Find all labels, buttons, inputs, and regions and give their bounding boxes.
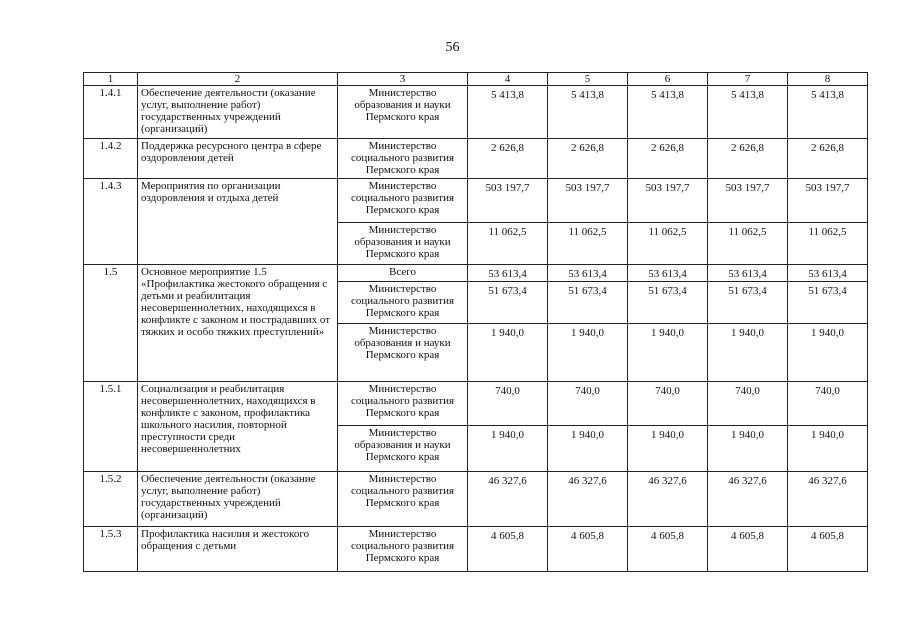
- row-value: 1 940,0: [468, 324, 548, 382]
- row-value: 53 613,4: [788, 265, 868, 282]
- row-value: 46 327,6: [628, 472, 708, 527]
- row-executor: Министерство образования и науки Пермского края: [338, 324, 468, 382]
- row-code: 1.5: [84, 265, 138, 382]
- row-executor: Министерство образования и науки Пермского края: [338, 426, 468, 472]
- table-row: [84, 382, 868, 426]
- page-number: 56: [445, 40, 460, 55]
- row-value: 503 197,7: [788, 179, 868, 223]
- header-cell: 5: [548, 73, 628, 86]
- row-name: Мероприятия по организации оздоровления и отдыха детей: [138, 179, 338, 265]
- row-value: 4 605,8: [468, 527, 548, 572]
- table-row: [84, 179, 868, 223]
- row-value: 46 327,6: [788, 472, 868, 527]
- row-value: 1 940,0: [628, 324, 708, 382]
- row-value: 740,0: [628, 382, 708, 426]
- row-value: 4 605,8: [628, 527, 708, 572]
- row-executor: Министерство социального развития Пермского края: [338, 282, 468, 324]
- row-value: 5 413,8: [708, 86, 788, 139]
- row-value: 51 673,4: [468, 282, 548, 324]
- row-value: 46 327,6: [468, 472, 548, 527]
- row-value: 11 062,5: [628, 223, 708, 265]
- row-value: 51 673,4: [788, 282, 868, 324]
- row-value: 2 626,8: [708, 139, 788, 179]
- row-value: 46 327,6: [548, 472, 628, 527]
- row-value: 1 940,0: [788, 426, 868, 472]
- row-value: 51 673,4: [708, 282, 788, 324]
- row-value: 51 673,4: [548, 282, 628, 324]
- row-value: 53 613,4: [708, 265, 788, 282]
- row-code: 1.5.3: [84, 527, 138, 572]
- row-value: 1 940,0: [708, 324, 788, 382]
- row-value: 1 940,0: [788, 324, 868, 382]
- header-cell: 3: [338, 73, 468, 86]
- table-row: [84, 472, 868, 527]
- row-executor: Министерство образования и науки Пермского края: [338, 223, 468, 265]
- row-value: 2 626,8: [468, 139, 548, 179]
- row-value: 51 673,4: [628, 282, 708, 324]
- row-executor: Министерство социального развития Пермского края: [338, 527, 468, 572]
- row-code: 1.5.2: [84, 472, 138, 527]
- table-row: [84, 139, 868, 179]
- row-value: 11 062,5: [788, 223, 868, 265]
- row-name: Социализация и реабилитация несовершеннолетних, находящихся в конфликте с законом, профилактика школьного насилия, повторной преступности среди несовершеннолетних: [138, 382, 338, 472]
- row-value: 4 605,8: [548, 527, 628, 572]
- row-name: Обеспечение деятельности (оказание услуг, выполнение работ) государственных учреждений (организаций): [138, 472, 338, 527]
- row-value: 53 613,4: [468, 265, 548, 282]
- header-cell: 2: [138, 73, 338, 86]
- row-value: 11 062,5: [548, 223, 628, 265]
- row-value: 4 605,8: [788, 527, 868, 572]
- row-executor: Всего: [338, 265, 468, 282]
- row-executor: Министерство социального развития Пермского края: [338, 179, 468, 223]
- header-cell: 1: [84, 73, 138, 86]
- row-value: 740,0: [788, 382, 868, 426]
- table-row: [84, 86, 868, 139]
- row-value: 740,0: [708, 382, 788, 426]
- row-name: Поддержка ресурсного центра в сфере оздоровления детей: [138, 139, 338, 179]
- row-value: 2 626,8: [788, 139, 868, 179]
- row-value: 4 605,8: [708, 527, 788, 572]
- row-code: 1.4.1: [84, 86, 138, 139]
- row-value: 53 613,4: [548, 265, 628, 282]
- header-cell: 6: [628, 73, 708, 86]
- row-value: 5 413,8: [628, 86, 708, 139]
- row-executor: Министерство социального развития Пермского края: [338, 139, 468, 179]
- row-code: 1.5.1: [84, 382, 138, 472]
- budget-table: [83, 72, 868, 572]
- table-row: [84, 265, 868, 282]
- row-name: Обеспечение деятельности (оказание услуг, выполнение работ) государственных учреждений (организаций): [138, 86, 338, 139]
- row-value: 2 626,8: [628, 139, 708, 179]
- row-code: 1.4.3: [84, 179, 138, 265]
- row-name: Основное мероприятие 1.5 «Профилактика жестокого обращения с детьми и реабилитация несовершеннолетних, находящихся в конфликте с законом и пострадавших от тяжких и особо тяжких преступлений»: [138, 265, 338, 382]
- row-value: 5 413,8: [548, 86, 628, 139]
- row-value: 1 940,0: [468, 426, 548, 472]
- table-row: [84, 527, 868, 572]
- row-value: 503 197,7: [548, 179, 628, 223]
- row-value: 1 940,0: [628, 426, 708, 472]
- row-value: 1 940,0: [548, 324, 628, 382]
- row-executor: Министерство социального развития Пермского края: [338, 472, 468, 527]
- row-name: Профилактика насилия и жестокого обращения с детьми: [138, 527, 338, 572]
- header-cell: 8: [788, 73, 868, 86]
- row-value: 503 197,7: [708, 179, 788, 223]
- header-row: [84, 73, 868, 86]
- row-value: 11 062,5: [468, 223, 548, 265]
- row-value: 5 413,8: [788, 86, 868, 139]
- row-value: 2 626,8: [548, 139, 628, 179]
- row-value: 46 327,6: [708, 472, 788, 527]
- row-value: 503 197,7: [628, 179, 708, 223]
- row-value: 53 613,4: [628, 265, 708, 282]
- row-value: 5 413,8: [468, 86, 548, 139]
- row-code: 1.4.2: [84, 139, 138, 179]
- row-executor: Министерство социального развития Пермского края: [338, 382, 468, 426]
- row-value: 1 940,0: [708, 426, 788, 472]
- row-executor: Министерство образования и науки Пермского края: [338, 86, 468, 139]
- row-value: 11 062,5: [708, 223, 788, 265]
- row-value: 740,0: [548, 382, 628, 426]
- header-cell: 4: [468, 73, 548, 86]
- row-value: 1 940,0: [548, 426, 628, 472]
- row-value: 503 197,7: [468, 179, 548, 223]
- row-value: 740,0: [468, 382, 548, 426]
- header-cell: 7: [708, 73, 788, 86]
